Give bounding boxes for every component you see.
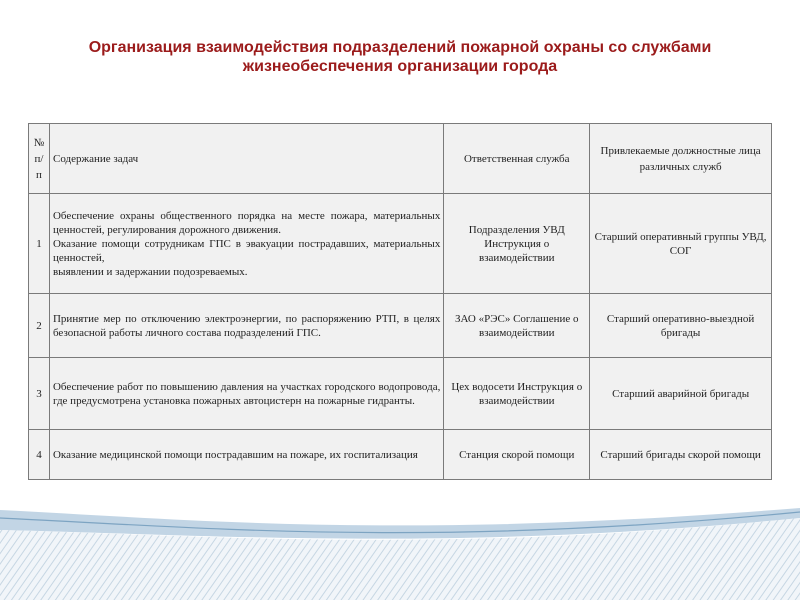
table-row (29, 194, 772, 294)
row-officials: Старший аварийной бригады (590, 358, 772, 430)
row-num: 3 (29, 358, 50, 430)
slide-title: Организация взаимодействия подразделений пожарной охраны со службами жизнеобеспечения организации города (88, 39, 712, 75)
task-line: Оказание медицинской помощи пострадавшим на пожаре, их госпитализация (52, 448, 418, 461)
header-num: № п/п (29, 124, 50, 194)
tasks-table (28, 123, 772, 480)
row-officials: Старший оперативно-выездной бригады (590, 294, 772, 358)
row-officials: Старший бригады скорой помощи (590, 430, 772, 480)
header-task: Содержание задач (49, 124, 443, 194)
header-officials: Привлекаемые должностные лица различных служб (590, 124, 772, 194)
row-task (49, 294, 443, 358)
table-row (29, 358, 772, 430)
row-num: 4 (29, 430, 50, 480)
row-officials: Старший оперативный группы УВД, СОГ (590, 194, 772, 294)
task-line: Оказание помощи сотрудникам ГПС в эвакуации пострадавших, материальных ценностей, (52, 237, 441, 264)
task-line: выявлении и задержании подозреваемых. (52, 265, 248, 278)
tasks-table-container (28, 123, 772, 480)
row-responsible: ЗАО «РЭС» Соглашение о взаимодействии (444, 294, 590, 358)
row-num: 1 (29, 194, 50, 294)
row-task (49, 430, 443, 480)
row-responsible: Подразделения УВД Инструкция о взаимодействии (444, 194, 590, 294)
row-responsible: Цех водосети Инструкция о взаимодействии (444, 358, 590, 430)
row-num: 2 (29, 294, 50, 358)
table-row (29, 430, 772, 480)
table-header-row (29, 124, 772, 194)
table-row (29, 294, 772, 358)
header-responsible: Ответственная служба (444, 124, 590, 194)
decorative-wave-stripes (0, 490, 800, 600)
task-line: Обеспечение работ по повышению давления на участках городского водопровода, где предусмотрена установка пожарных автоцистерн на пожарные гидранты. (52, 380, 441, 407)
task-line: Принятие мер по отключению электроэнергии, по распоряжению РТП, в целях безопасной работы личного состава подразделений ГПС. (52, 312, 441, 339)
row-task (49, 358, 443, 430)
row-responsible: Станция скорой помощи (444, 430, 590, 480)
task-line: Обеспечение охраны общественного порядка на месте пожара, материальных ценностей, регулирования дорожного движения. (52, 209, 441, 236)
row-task (49, 194, 443, 294)
